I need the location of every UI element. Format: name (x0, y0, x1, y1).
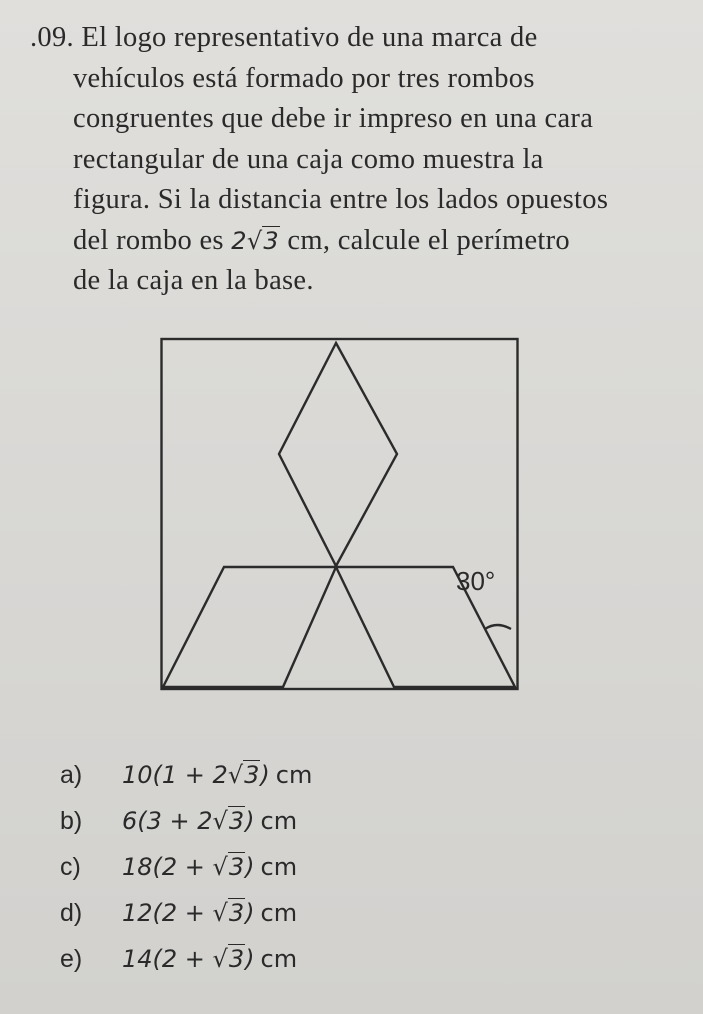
option-label: c) (60, 852, 81, 881)
top-rhombus (279, 343, 397, 566)
problem-text-line: figura. Si la distancia entre los lados opuestos (73, 184, 609, 215)
option-expr-pre: 10(1 + 2 (122, 761, 228, 789)
option-label: a) (60, 760, 83, 789)
problem-text-segment: del rombo es (73, 224, 232, 256)
problem-text-line: vehículos está formado por tres rombos (73, 62, 535, 94)
problem-text-line: El logo representativo de una marca de (81, 22, 538, 53)
option-expr-pre: 12(2 + (122, 899, 213, 927)
distance-coefficient: 2 (231, 226, 247, 255)
option-label: e) (60, 944, 83, 973)
option-radicand: 3 (228, 899, 245, 927)
left-rhombus (163, 567, 336, 687)
option-unit: cm (275, 761, 313, 789)
option-label: d) (60, 898, 83, 927)
option-expr-pre: 18(2 + (122, 853, 213, 881)
option-expression: 18(2 + √3) (122, 853, 255, 881)
option-expr-post: ) (245, 853, 255, 881)
option-radicand: 3 (228, 853, 245, 881)
option-unit: cm (260, 853, 298, 881)
option-expr-post: ) (245, 807, 255, 835)
problem-line-7 (30, 261, 670, 302)
option-d[interactable] (60, 890, 312, 936)
problem-line-5 (30, 180, 670, 221)
rhombus-logo-diagram (160, 335, 522, 693)
option-c[interactable] (60, 844, 312, 890)
angle-label: 30° (456, 566, 496, 596)
option-expression: 14(2 + √3) (122, 945, 255, 973)
logo-figure (160, 335, 522, 693)
option-expression: 12(2 + √3) (122, 899, 255, 927)
option-e[interactable] (60, 936, 312, 982)
option-expr-post: ) (245, 945, 255, 973)
problem-line-6 (30, 221, 670, 262)
option-expr-pre: 14(2 + (122, 945, 213, 973)
problem-number: .09. (30, 22, 74, 53)
problem-text-segment: cm, calcule el perímetro (280, 224, 570, 256)
option-expression: 10(1 + 2√3) (122, 761, 270, 789)
problem-line-2 (30, 59, 670, 100)
problem-text-line: congruentes que debe ir impreso en una cara (73, 103, 594, 134)
option-radicand: 3 (228, 807, 245, 835)
option-unit: cm (260, 945, 298, 973)
option-a[interactable] (60, 752, 312, 798)
answer-options (60, 752, 312, 982)
option-unit: cm (260, 807, 298, 835)
box-rectangle (162, 339, 518, 689)
distance-expression: 2√3 (231, 226, 279, 255)
distance-radicand: 3 (263, 226, 279, 255)
problem-text-line: de la caja en la base. (73, 265, 314, 296)
option-expression: 6(3 + 2√3) (122, 807, 255, 835)
option-unit: cm (260, 899, 298, 927)
problem-line-1 (30, 18, 670, 59)
problem-line-4 (30, 140, 670, 181)
option-expr-post: ) (260, 761, 270, 789)
option-label: b) (60, 806, 83, 835)
problem-statement (30, 18, 670, 302)
problem-text-line: rectangular de una caja como muestra la (73, 143, 544, 175)
option-expr-post: ) (245, 899, 255, 927)
angle-arc (485, 625, 511, 629)
option-radicand: 3 (244, 761, 260, 789)
problem-line-3 (30, 99, 670, 140)
option-expr-pre: 6(3 + 2 (122, 807, 213, 835)
option-radicand: 3 (228, 945, 245, 973)
option-b[interactable] (60, 798, 312, 844)
